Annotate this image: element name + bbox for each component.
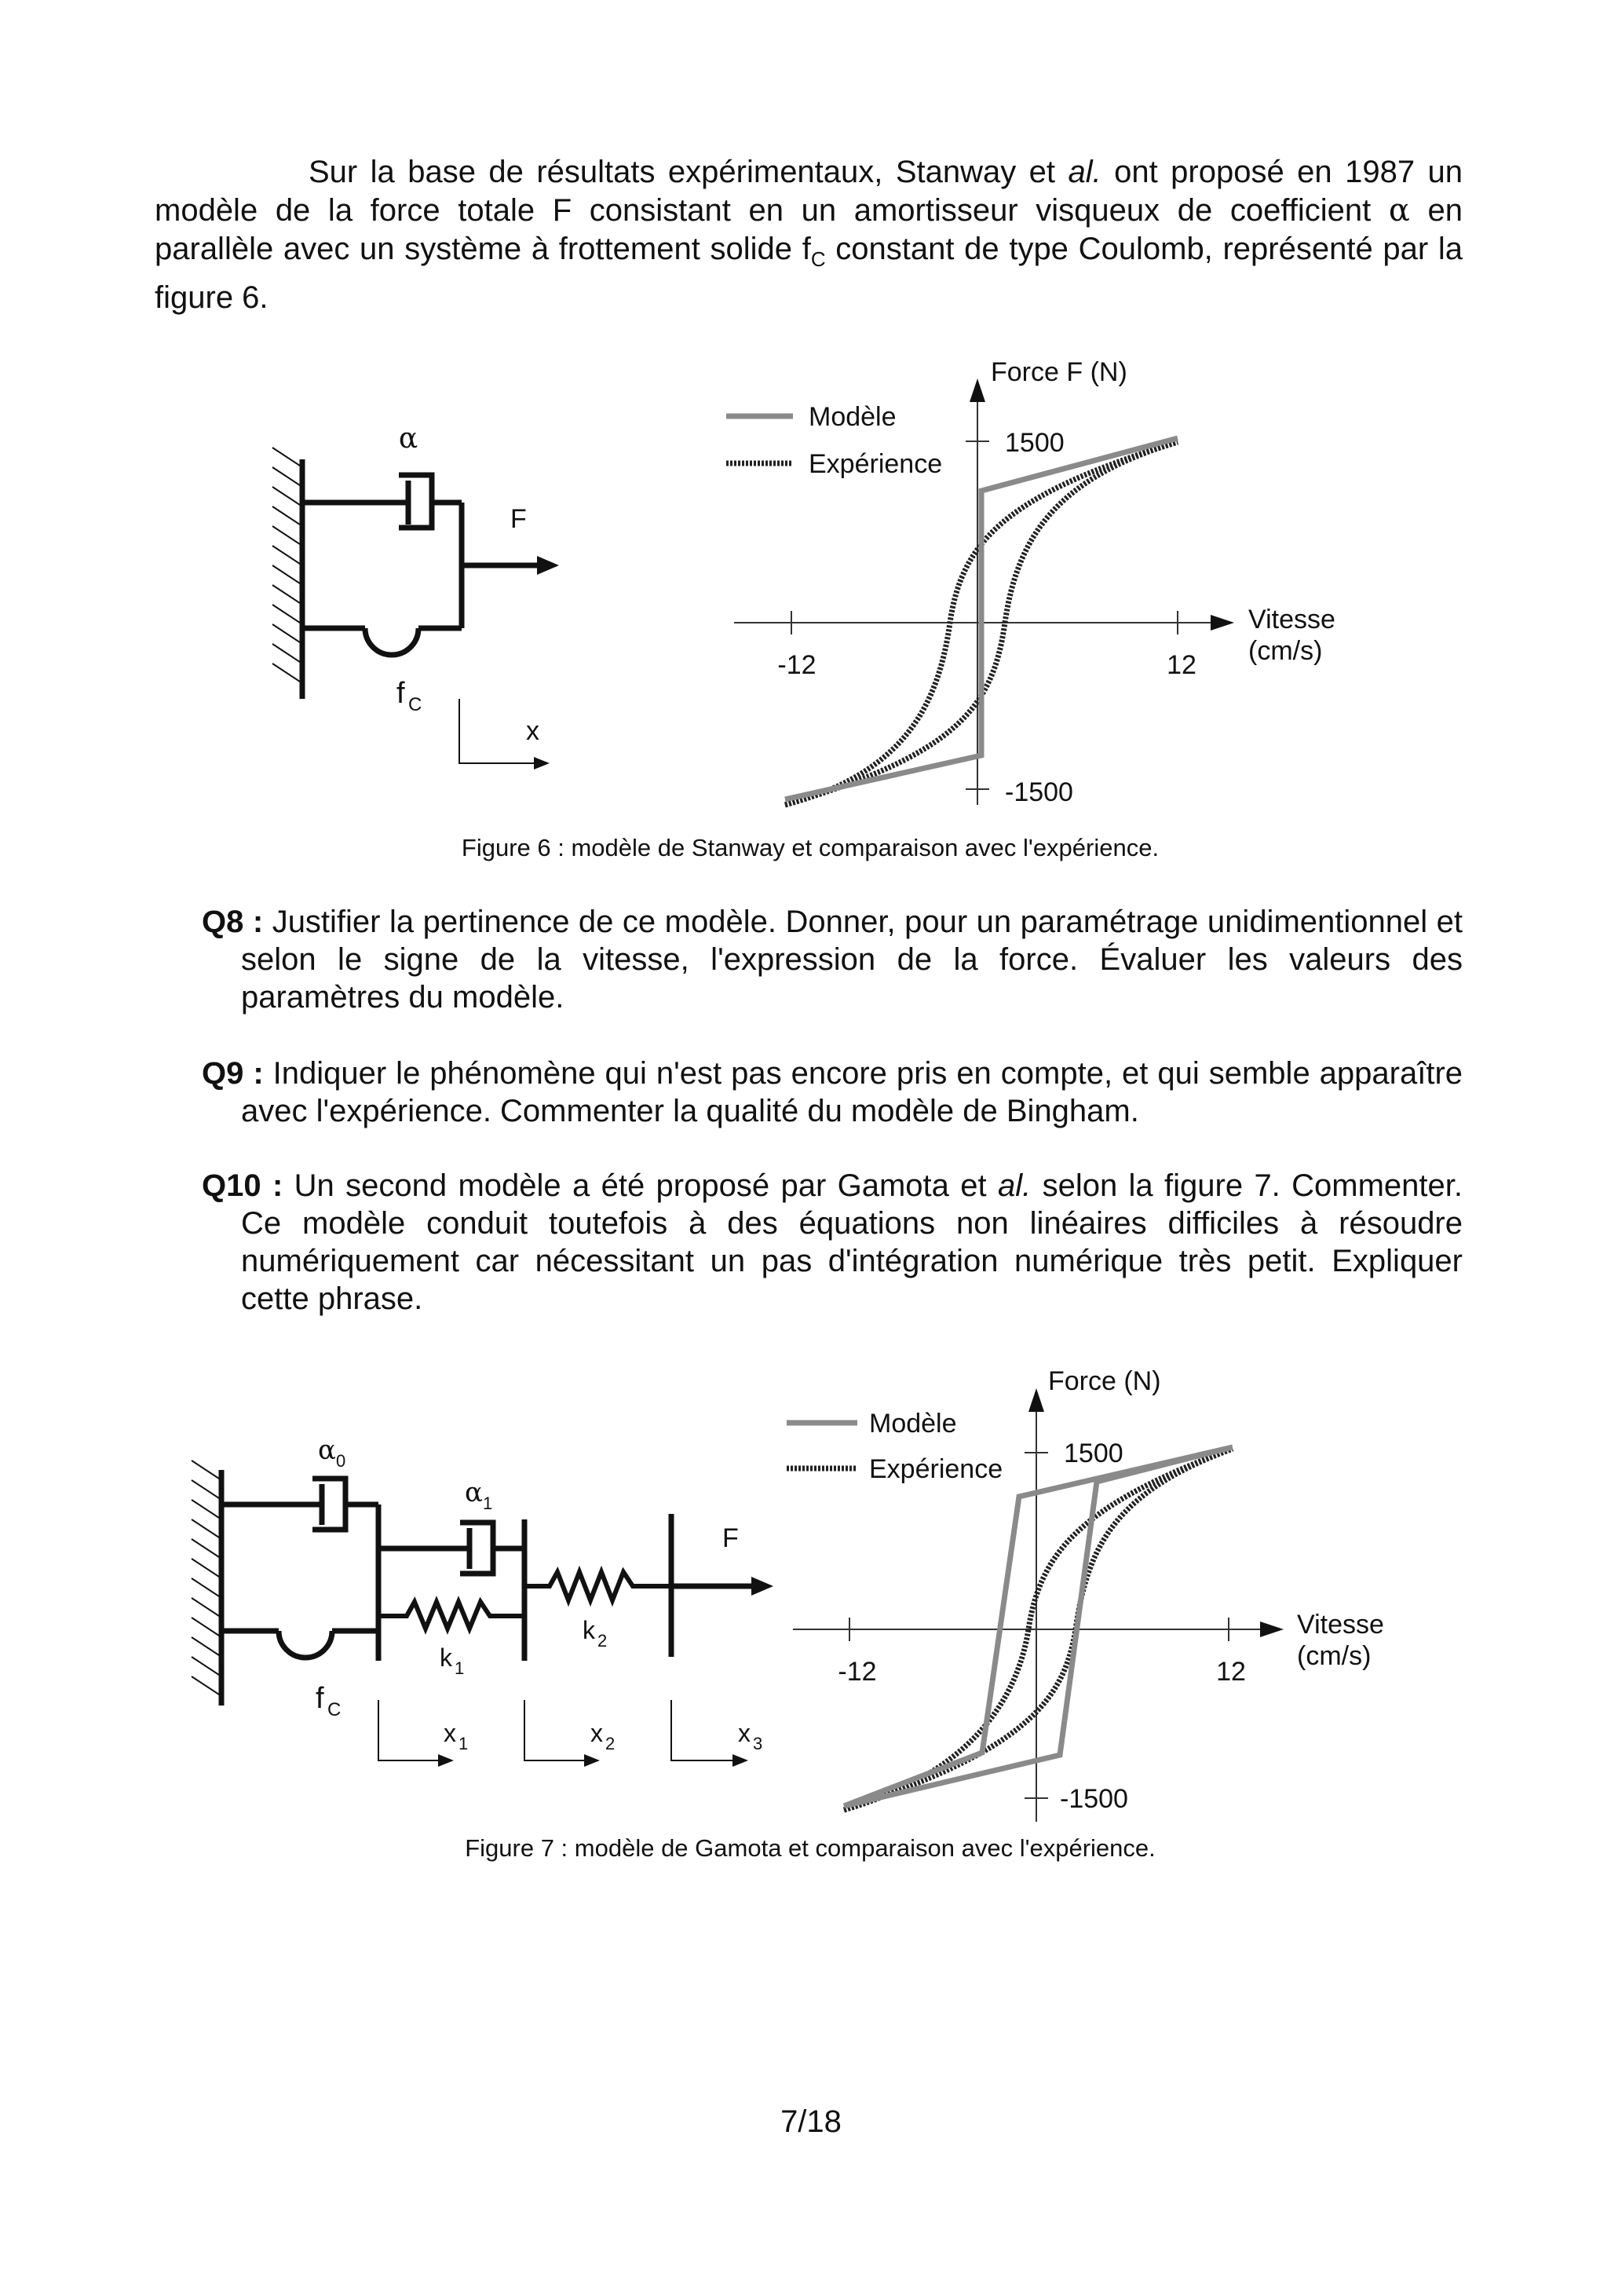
spring-k1 — [378, 1602, 524, 1629]
alpha0-subscript: 0 — [336, 1451, 346, 1471]
force-arrow-head — [751, 1577, 773, 1596]
alpha0-label: α — [318, 1435, 336, 1466]
fc-label: f — [396, 677, 405, 710]
tick-x-right: 12 — [1167, 650, 1196, 680]
question-9: Q9 : Indiquer le phénomène qui n'est pas encore pris en compte, et qui semble apparaître avec l'expérience. Commenter la qualité du modèle de Bingham. — [202, 1056, 1463, 1128]
model-curve — [785, 438, 1178, 799]
x-axis-label-line2: (cm/s) — [1248, 636, 1323, 666]
force-axis-arrow — [1028, 1388, 1044, 1412]
y-axis-label: Force (N) — [1048, 1366, 1161, 1396]
x3-subscript: 3 — [753, 1734, 763, 1753]
force-label: F — [722, 1523, 739, 1553]
velocity-axis-arrow — [1211, 615, 1234, 631]
velocity-axis-arrow — [1260, 1621, 1284, 1637]
coulomb-friction — [279, 1631, 332, 1658]
stanway-chart — [726, 357, 1335, 807]
tick-x-right: 12 — [1216, 1657, 1246, 1687]
model-curve — [844, 1447, 1233, 1806]
figure-6 — [0, 345, 1622, 848]
x2-subscript: 2 — [605, 1734, 616, 1753]
force-label: F — [510, 504, 527, 534]
x-label: x — [526, 716, 539, 746]
k1-subscript: 1 — [455, 1658, 465, 1678]
tick-y-bottom: -1500 — [1060, 1784, 1128, 1814]
legend-experience-label: Expérience — [809, 449, 943, 479]
spring-k2 — [524, 1572, 671, 1600]
x3-label: x — [738, 1719, 751, 1747]
intro-paragraph: Sur la base de résultats expérimentaux, Stanway et al. ont proposé en 1987 un modèle de la force totale F consistant en un amortisseur visqueux de coefficient α en parallèle avec un système à frottement solide $f_C$ constant de type Coulomb, représenté par la figure 6. — [155, 155, 1463, 315]
gamota-chart — [787, 1366, 1384, 1822]
x-axis-label-line2: (cm/s) — [1297, 1641, 1372, 1671]
figure-7 — [0, 1351, 1622, 1853]
figure-7-caption: Figure 7 : modèle de Gamota et comparaison avec l'expérience. — [465, 1834, 1156, 1862]
wall-hatching — [272, 448, 302, 683]
tick-x-left: -12 — [838, 1657, 877, 1687]
fc-subscript: C — [408, 694, 422, 715]
legend-model-label: Modèle — [809, 402, 897, 432]
y-axis-label: Force F (N) — [991, 357, 1127, 387]
legend-experience-label: Expérience — [869, 1454, 1003, 1484]
alpha-label: α — [398, 422, 418, 455]
x1-subscript: 1 — [458, 1734, 469, 1753]
force-arrow-head — [537, 556, 559, 575]
k1-label: k — [440, 1643, 452, 1672]
x-axis-label-line1: Vitesse — [1248, 605, 1335, 634]
x-axis-label-line1: Vitesse — [1297, 1610, 1384, 1640]
x-arrow-head — [534, 757, 550, 770]
k2-subscript: 2 — [597, 1631, 608, 1651]
tick-y-bottom: -1500 — [1005, 777, 1073, 807]
page-number: 7/18 — [780, 2104, 842, 2139]
stanway-model-diagram — [272, 448, 542, 763]
force-axis-arrow — [970, 378, 985, 402]
fc-subscript: C — [327, 1699, 342, 1720]
question-10: Q10 : Un second modèle a été proposé par Gamota et al. selon la figure 7. Commenter. Ce modèle conduit toutefois à des équations non linéaires difficiles à résoudre numériquement car nécessitant un pas d'intégration numérique très petit. Expliquer cette phrase. — [202, 1168, 1463, 1316]
legend-model-label: Modèle — [869, 1409, 957, 1439]
alpha1-label: α — [465, 1477, 483, 1508]
k2-label: k — [583, 1616, 595, 1644]
x2-label: x — [590, 1719, 603, 1747]
coulomb-friction — [365, 628, 418, 655]
tick-y-top: 1500 — [1064, 1439, 1123, 1468]
tick-y-top: 1500 — [1005, 428, 1065, 458]
x1-label: x — [444, 1719, 456, 1747]
question-8: Q8 : Justifier la pertinence de ce modèle. Donner, pour un paramétrage unidimentionnel et selon le signe de la vitesse, l'expression de la force. Évaluer les valeurs des paramètres du modèle. — [202, 905, 1463, 1015]
wall-hatching — [192, 1461, 221, 1696]
fc-label: f — [316, 1682, 324, 1715]
alpha1-subscript: 1 — [483, 1493, 493, 1513]
figure-6-caption: Figure 6 : modèle de Stanway et comparaison avec l'expérience. — [461, 834, 1160, 861]
tick-x-left: -12 — [777, 650, 816, 680]
